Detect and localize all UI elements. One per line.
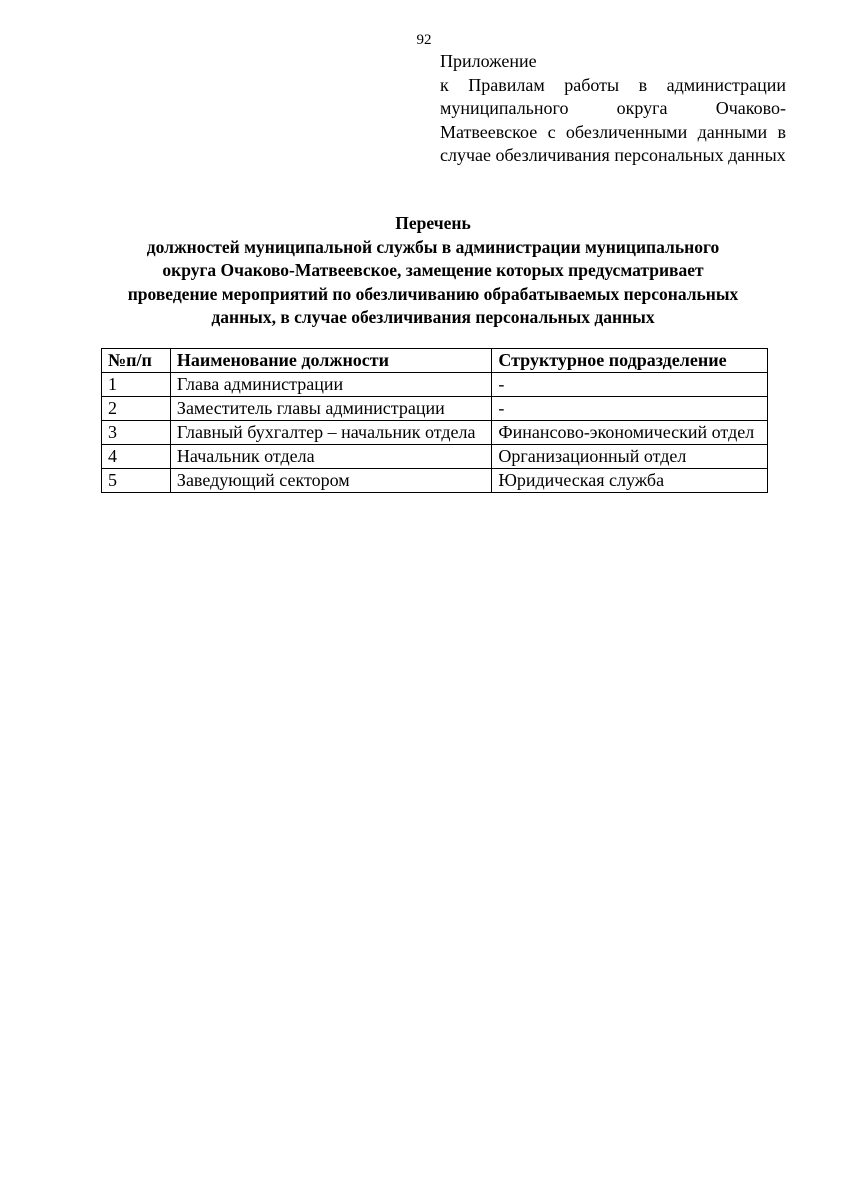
row-department: -: [492, 397, 768, 421]
row-position: Начальник отдела: [170, 445, 491, 469]
row-number: 1: [102, 373, 171, 397]
heading-line: проведение мероприятий по обезличиванию обрабатываемых персональных: [127, 283, 739, 304]
row-number: 5: [102, 469, 171, 493]
row-number: 3: [102, 421, 171, 445]
row-position: Заместитель главы администрации: [170, 397, 491, 421]
table-row: [102, 373, 768, 397]
row-department: Организационный отдел: [492, 445, 768, 469]
appendix-note: [440, 50, 786, 168]
row-position: Главный бухгалтер – начальник отдела: [170, 421, 491, 445]
row-position: Заведующий сектором: [170, 469, 491, 493]
positions-table: [101, 348, 768, 493]
row-position: Глава администрации: [170, 373, 491, 397]
page-number: 92: [416, 32, 432, 48]
table-header-row: [102, 349, 768, 373]
heading-title: Перечень: [395, 213, 471, 233]
heading-line: данных, в случае обезличивания персональных данных: [211, 307, 655, 327]
row-department: Юридическая служба: [492, 469, 768, 493]
row-number: 4: [102, 445, 171, 469]
heading-line: должностей муниципальной службы в администрации муниципального: [146, 236, 720, 257]
header-number: №п/п: [102, 349, 171, 373]
row-department: Финансово-экономический отдел: [492, 421, 768, 445]
table-row: [102, 469, 768, 493]
table-row: [102, 397, 768, 421]
appendix-title: Приложение: [440, 51, 537, 71]
table-row: [102, 445, 768, 469]
document-heading: [60, 212, 806, 330]
heading-line: округа Очаково-Матвеевское, замещение которых предусматривает: [162, 260, 704, 280]
table-row: [102, 421, 768, 445]
appendix-text: к Правилам работы в администрации муниципального округа Очаково-Матвеевское с обезличенными данными в случае обезличивания персональных данных: [440, 74, 786, 165]
header-department: Структурное подразделение: [492, 349, 768, 373]
row-number: 2: [102, 397, 171, 421]
header-position: Наименование должности: [170, 349, 491, 373]
row-department: -: [492, 373, 768, 397]
